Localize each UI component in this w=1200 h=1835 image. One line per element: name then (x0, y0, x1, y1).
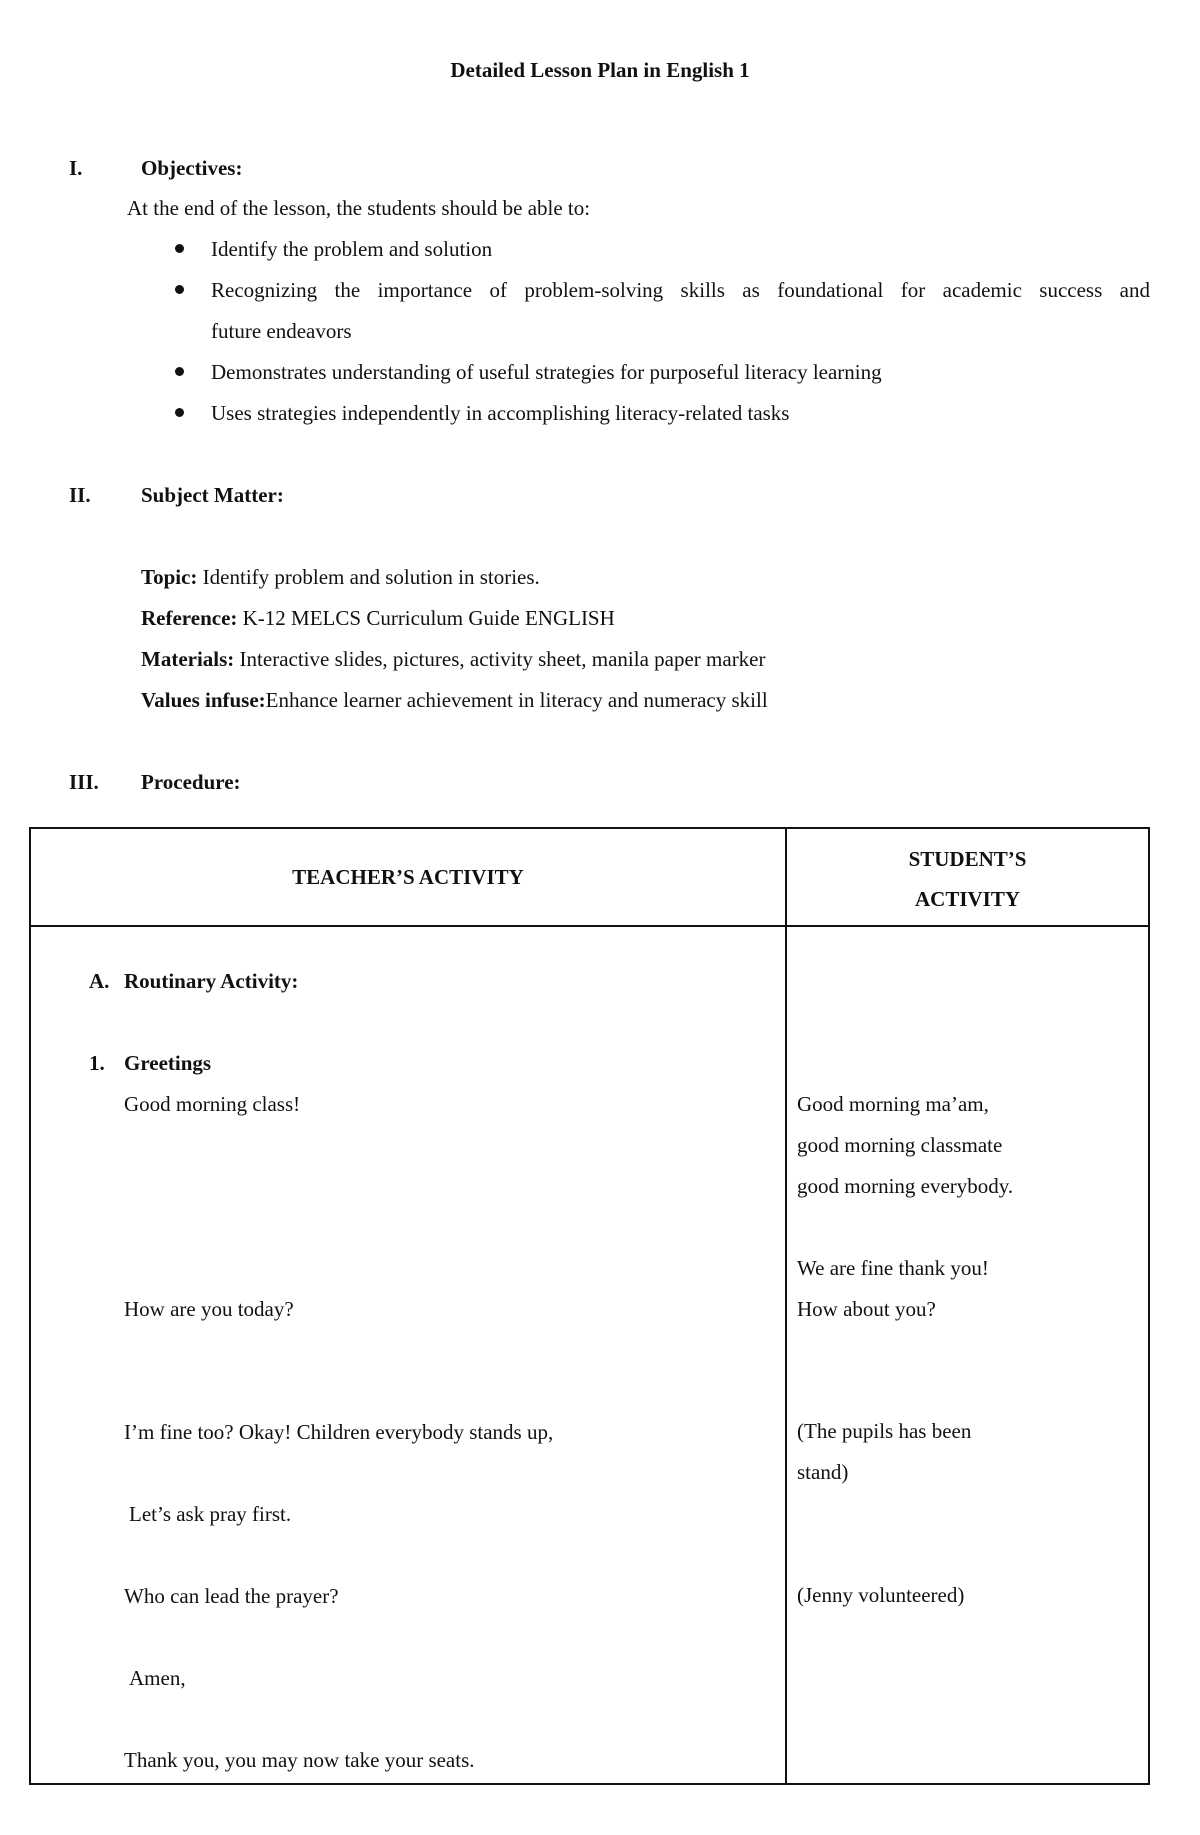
student-line: (The pupils has been (797, 1419, 972, 1443)
values-row (141, 688, 768, 713)
teacher-line: Good morning class! (124, 1092, 301, 1116)
section-number-objectives: I. (69, 156, 83, 180)
section-heading-procedure: Procedure: (141, 770, 241, 794)
objective-item-continued: future endeavors (211, 319, 352, 343)
materials-value: Interactive slides, pictures, activity sheet, manila paper marker (239, 647, 766, 671)
objective-item: Uses strategies independently in accomplishing literacy-related tasks (211, 401, 790, 425)
topic-row (141, 565, 540, 590)
routinary-letter: A. (89, 969, 110, 993)
topic-value: Identify problem and solution in stories. (202, 565, 540, 589)
teacher-header: TEACHER’S ACTIVITY (292, 865, 524, 889)
greetings-heading: Greetings (124, 1051, 212, 1075)
section-number-procedure: III. (69, 770, 99, 794)
student-line: good morning classmate (797, 1133, 1003, 1157)
topic-label: Topic: (141, 565, 198, 589)
page-title: Detailed Lesson Plan in English 1 (450, 58, 750, 82)
bullet-icon (175, 408, 184, 417)
materials-label: Materials: (141, 647, 235, 671)
student-line: (Jenny volunteered) (797, 1583, 965, 1607)
greetings-number: 1. (89, 1051, 105, 1075)
student-line: stand) (797, 1460, 849, 1484)
values-label: Values infuse: (141, 688, 266, 712)
materials-row (141, 647, 766, 672)
section-heading-objectives: Objectives: (141, 156, 243, 180)
student-header-line: ACTIVITY (914, 887, 1021, 911)
bullet-icon (175, 285, 184, 294)
student-line: How about you? (797, 1297, 936, 1321)
teacher-header-cell (30, 828, 786, 926)
reference-row (141, 606, 615, 631)
objectives-intro: At the end of the lesson, the students should be able to: (127, 196, 591, 220)
teacher-line: Who can lead the prayer? (124, 1584, 339, 1608)
bullet-icon (175, 367, 184, 376)
student-header (787, 829, 1148, 919)
routinary-heading: Routinary Activity: (124, 969, 299, 993)
values-value: Enhance learner achievement in literacy and numeracy skill (265, 688, 768, 712)
teacher-line: Amen, (129, 1666, 186, 1690)
teacher-line: I’m fine too? Okay! Children everybody stands up, (124, 1420, 554, 1444)
procedure-table (29, 827, 1150, 1785)
reference-value: K-12 MELCS Curriculum Guide ENGLISH (242, 606, 615, 630)
objective-item: Identify the problem and solution (211, 237, 493, 261)
teacher-line: Thank you, you may now take your seats. (124, 1748, 475, 1772)
student-activity-cell (786, 926, 1149, 1784)
section-number-subject: II. (69, 483, 91, 507)
teacher-activity-cell (30, 926, 786, 1784)
student-line: We are fine thank you! (797, 1256, 989, 1280)
objective-item: Recognizing the importance of problem-solving skills as foundational for academic success and (211, 278, 1150, 302)
objective-item: Demonstrates understanding of useful strategies for purposeful literacy learning (211, 360, 882, 384)
teacher-line: How are you today? (124, 1297, 294, 1321)
teacher-line: Let’s ask pray first. (129, 1502, 292, 1526)
student-line: good morning everybody. (797, 1174, 1014, 1198)
bullet-icon (175, 244, 184, 253)
section-heading-subject: Subject Matter: (141, 483, 284, 507)
student-header-line: STUDENT’S (908, 847, 1027, 871)
reference-label: Reference: (141, 606, 238, 630)
student-line: Good morning ma’am, (797, 1092, 989, 1116)
student-header-cell (786, 828, 1149, 926)
